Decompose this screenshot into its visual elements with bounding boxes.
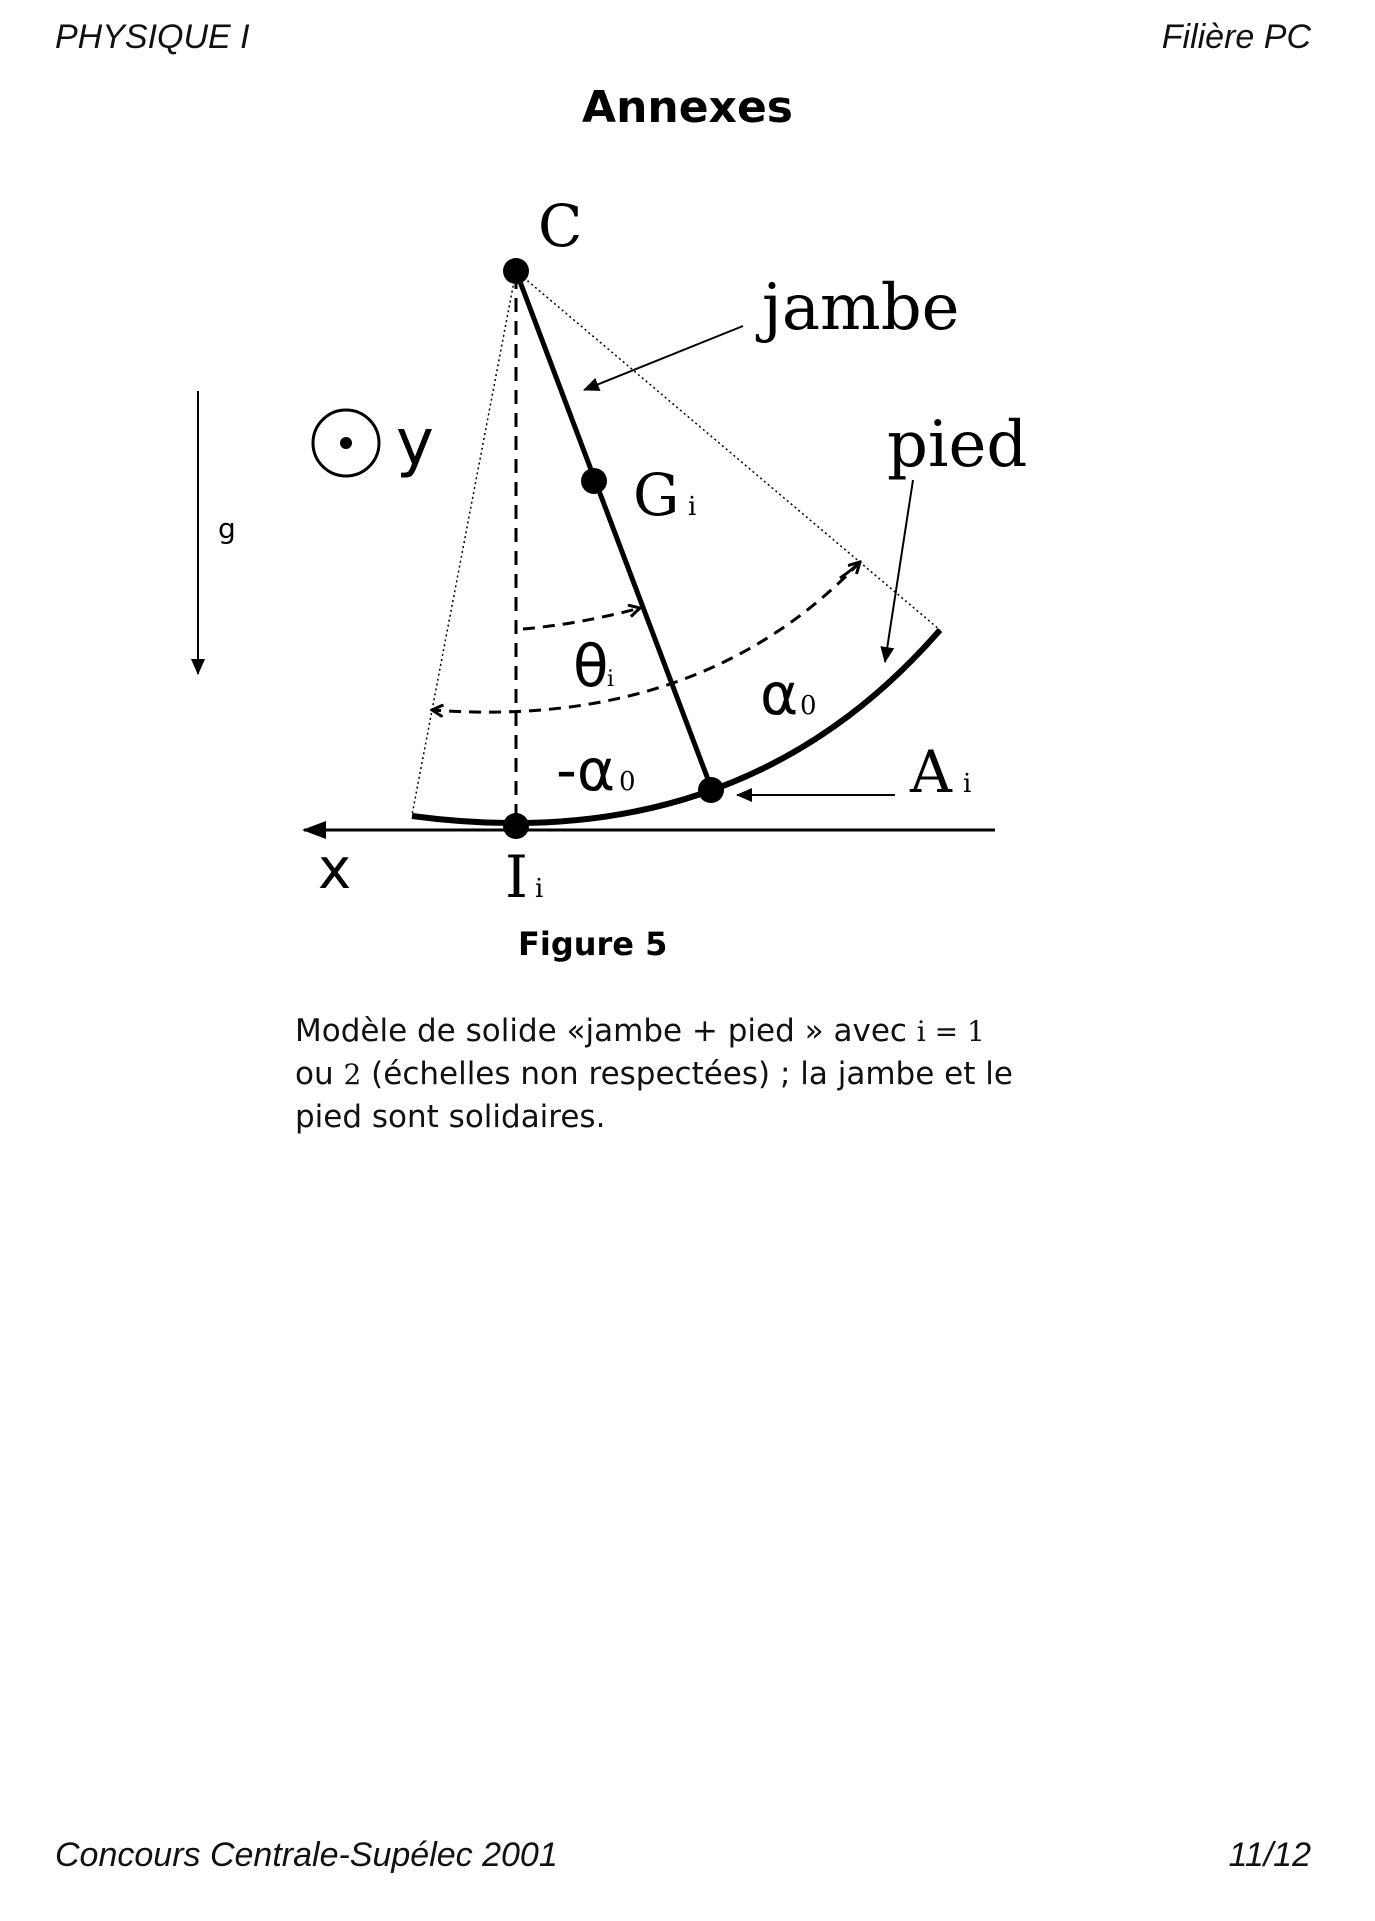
label-g-subscript: i (688, 492, 697, 522)
footer-page-number: 11/12 (1228, 1836, 1311, 1874)
label-alpha-subscript: 0 (800, 691, 817, 721)
point-i (503, 813, 529, 839)
alpha-arc-right-head (840, 562, 860, 578)
footer-competition: Concours Centrale-Supélec 2001 (55, 1836, 558, 1874)
figure-caption-text (295, 1010, 1055, 1138)
caption-rest: (échelles non respectées) ; la jambe et le pied sont solidaires. (295, 1056, 1013, 1135)
point-a (698, 777, 724, 803)
caption-line2-start: ou (295, 1056, 344, 1092)
caption-two: 2 (343, 1058, 362, 1091)
point-g (581, 468, 607, 494)
header-subject: PHYSIQUE I (55, 18, 250, 56)
figure-caption-title: Figure 5 (518, 925, 668, 963)
pied-pointer-arrow (885, 480, 913, 662)
label-a-subscript: i (963, 769, 972, 799)
label-i: I (505, 843, 528, 911)
header-track: Filière PC (1161, 18, 1311, 56)
page-title: Annexes (582, 82, 793, 133)
label-jambe: jambe (762, 271, 960, 345)
gravity-label: g (218, 512, 236, 545)
y-axis-label: y (396, 406, 434, 480)
label-c: C (538, 192, 583, 260)
jambe-pointer-arrow (584, 326, 743, 390)
label-neg-alpha-subscript: 0 (619, 767, 636, 797)
y-axis-out-of-plane-icon (313, 410, 379, 476)
caption-one: 1 (967, 1015, 985, 1048)
point-c (503, 258, 529, 284)
label-neg-alpha: -α (556, 736, 616, 804)
caption-part-1: Modèle de solide «jambe + pied » avec (295, 1013, 917, 1049)
label-alpha: α (760, 660, 799, 728)
label-pied: pied (887, 408, 1028, 482)
label-theta: θ (573, 632, 609, 700)
caption-i-variable: i (916, 1015, 926, 1048)
leg-segment (516, 271, 712, 790)
label-g: G (633, 461, 680, 529)
label-a: A (910, 738, 952, 806)
x-axis-label: x (318, 837, 352, 902)
cone-left-line (412, 271, 516, 815)
label-i-subscript: i (535, 874, 544, 904)
theta-angle-arc (523, 608, 640, 629)
caption-equals: = (925, 1015, 968, 1048)
label-theta-subscript: i (607, 667, 615, 692)
